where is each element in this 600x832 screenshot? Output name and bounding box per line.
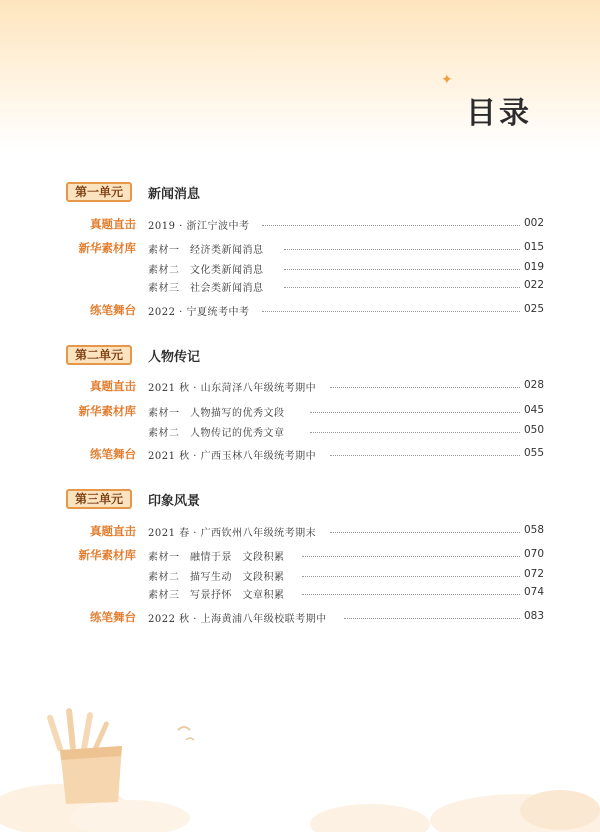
unit-badge: 第一单元	[66, 182, 132, 202]
dot-leader	[302, 556, 520, 557]
page-title: 目录	[466, 96, 532, 131]
entry-text: 2019 · 浙江宁波中考	[148, 221, 250, 232]
dot-leader	[310, 412, 520, 413]
unit-badge: 第二单元	[66, 345, 132, 365]
dot-leader	[284, 249, 520, 250]
page-number: 002	[523, 217, 544, 229]
toc-row[interactable]	[0, 446, 600, 462]
entry-text: 素材三 社会类新闻消息	[148, 283, 264, 294]
dot-leader	[330, 387, 520, 388]
toc-row[interactable]	[0, 216, 600, 232]
page-number: 083	[523, 610, 544, 622]
section-label: 练笔舞台	[90, 447, 136, 461]
section-label: 新华素材库	[78, 241, 136, 255]
dot-leader	[310, 432, 520, 433]
page-number: 050	[523, 424, 544, 436]
entry-text: 素材一 经济类新闻消息	[148, 245, 264, 256]
page-number: 015	[523, 241, 544, 253]
sparkle-icon: ✦	[441, 72, 453, 88]
entry-text: 2022 · 宁夏统考中考	[148, 307, 250, 318]
page-number: 019	[523, 261, 544, 273]
unit-badge: 第三单元	[66, 489, 132, 509]
entry-text: 2022 秋 · 上海黄浦八年级校联考期中	[148, 614, 327, 625]
toc-row[interactable]	[0, 547, 600, 563]
dot-leader	[284, 269, 520, 270]
section-label: 真题直击	[90, 379, 136, 393]
toc-row[interactable]	[0, 567, 600, 583]
entry-text: 素材二 人物传记的优秀文章	[148, 428, 285, 439]
dot-leader	[330, 532, 520, 533]
page-number: 028	[523, 379, 544, 391]
page-number: 074	[523, 586, 544, 598]
section-label: 真题直击	[90, 217, 136, 231]
page-number: 045	[523, 404, 544, 416]
entry-text: 2021 春 · 广西钦州八年级统考期末	[148, 528, 317, 539]
page-number: 070	[523, 548, 544, 560]
section-label: 练笔舞台	[90, 303, 136, 317]
toc-row[interactable]	[0, 609, 600, 625]
section-label: 真题直击	[90, 524, 136, 538]
unit-title: 人物传记	[148, 350, 201, 365]
dot-leader	[302, 576, 520, 577]
toc-row[interactable]	[0, 403, 600, 419]
dot-leader	[330, 455, 520, 456]
page-number: 022	[523, 279, 544, 291]
toc-row[interactable]	[0, 278, 600, 294]
toc-row[interactable]	[0, 378, 600, 394]
unit-title: 新闻消息	[148, 187, 201, 202]
toc-row[interactable]	[0, 240, 600, 256]
toc-row[interactable]	[0, 523, 600, 539]
toc-row[interactable]	[0, 260, 600, 276]
dot-leader	[262, 225, 520, 226]
section-label: 练笔舞台	[90, 610, 136, 624]
entry-text: 素材二 文化类新闻消息	[148, 265, 264, 276]
page-number: 055	[523, 447, 544, 459]
entry-text: 素材三 写景抒怀 文章积累	[148, 590, 285, 601]
cloud-decoration	[300, 780, 600, 832]
unit-title: 印象风景	[148, 494, 201, 509]
toc-row[interactable]	[0, 302, 600, 318]
entry-text: 素材一 人物描写的优秀文段	[148, 408, 285, 419]
page-number: 058	[523, 524, 544, 536]
page-number: 072	[523, 568, 544, 580]
entry-text: 素材二 描写生动 文段积累	[148, 572, 285, 583]
brush-pot-illustration	[0, 690, 200, 832]
entry-text: 2021 秋 · 山东菏泽八年级统考期中	[148, 383, 317, 394]
entry-text: 素材一 融情于景 文段积累	[148, 552, 285, 563]
entry-text: 2021 秋 · 广西玉林八年级统考期中	[148, 451, 317, 462]
dot-leader	[284, 287, 520, 288]
section-label: 新华素材库	[78, 548, 136, 562]
toc-row[interactable]	[0, 423, 600, 439]
dot-leader	[262, 311, 520, 312]
dot-leader	[344, 618, 520, 619]
page-number: 025	[523, 303, 544, 315]
dot-leader	[302, 594, 520, 595]
toc-row[interactable]	[0, 585, 600, 601]
section-label: 新华素材库	[78, 404, 136, 418]
